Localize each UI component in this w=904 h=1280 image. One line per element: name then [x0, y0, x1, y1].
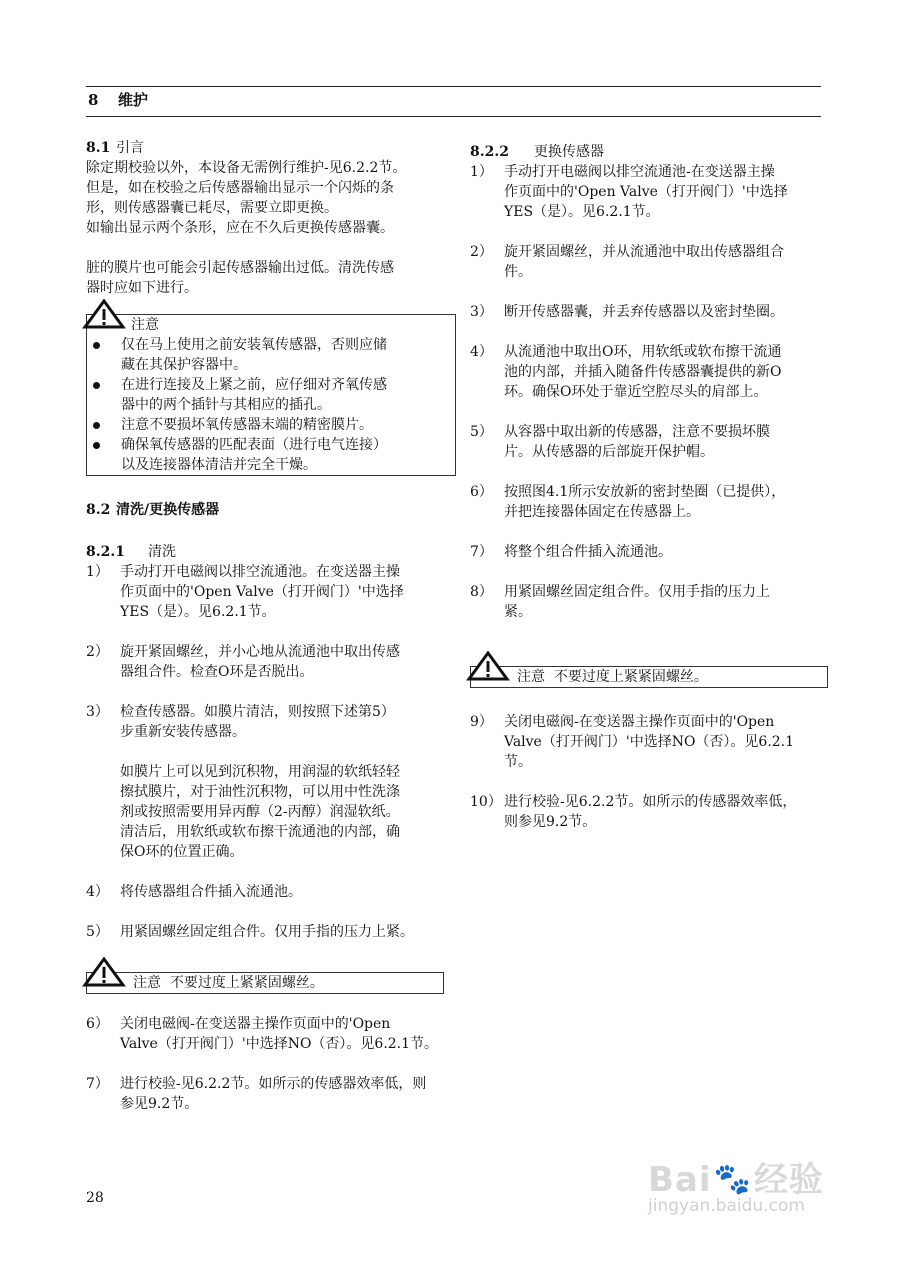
clean-step-3-detail	[86, 762, 456, 862]
intro-line-1: 除定期校验以外，本设备无需例行维护-见6.2.2节。	[86, 160, 407, 176]
section-title-text: 维护	[118, 91, 149, 109]
clean-step-5-line-1: 用紧固螺丝固定组合件。仅用手指的压力上紧。	[120, 924, 414, 940]
clean-step-6	[86, 1014, 456, 1054]
top-rule	[86, 86, 821, 87]
replace-step-6-line-1: 按照图4.1所示安放新的密封垫圈（已提供），	[504, 484, 786, 500]
clean-step-3-detail-line-5: 保O环的位置正确。	[120, 844, 244, 860]
bullet-dot	[91, 375, 121, 415]
warning-triangle-icon	[81, 299, 127, 329]
replace-step-3-line-1: 断开传感器囊，并丢弃传感器以及密封垫圈。	[504, 304, 784, 320]
clean-step-1	[86, 562, 456, 622]
step-number: 3）	[86, 704, 109, 720]
clean-step-1-line-1: 手动打开电磁阀以排空流通池。在变送器主操	[120, 564, 400, 580]
clean-step-6-line-1: 关闭电磁阀-在变送器主操作页面中的'Open	[120, 1016, 391, 1032]
replace-step-9-line-1: 关闭电磁阀-在变送器主操作页面中的'Open	[504, 714, 775, 730]
warning-bullet-1	[91, 335, 449, 375]
step-number: 6）	[86, 1016, 109, 1032]
warning-bullet-4-line-1: 确保氧传感器的匹配表面（进行电气连接）	[121, 437, 387, 453]
heading-8-2-2-number: 8.2.2	[470, 144, 509, 160]
step-number: 4）	[86, 884, 109, 900]
watermark-url: jingyan.baidu.com	[648, 1196, 805, 1216]
caution-text: 不要过度上紧紧固螺丝。	[553, 669, 708, 685]
clean-step-6-line-2: Valve（打开阀门）'中选择NO（否）。见6.2.1节。	[120, 1036, 439, 1052]
clean-step-4-line-1: 将传感器组合件插入流通池。	[120, 884, 302, 900]
replace-step-5	[470, 422, 822, 462]
step-number: 3）	[470, 304, 493, 320]
replace-step-7	[470, 542, 822, 562]
bullet-dot	[91, 415, 121, 435]
step-number: 8）	[470, 584, 493, 600]
heading-8-2-2-title: 更换传感器	[534, 144, 604, 160]
clean-step-7-line-2: 参见9.2节。	[120, 1096, 199, 1112]
heading-8-2-1-title: 清洗	[148, 544, 176, 560]
watermark-logo	[648, 1160, 858, 1200]
clean-step-2	[86, 642, 456, 682]
heading-8-1	[86, 138, 456, 158]
replace-step-7-line-1: 将整个组合件插入流通池。	[504, 544, 672, 560]
heading-8-2-title: 清洗/更换传感器	[116, 502, 220, 518]
replace-step-2	[470, 242, 822, 282]
warning-label: 注意	[131, 317, 159, 333]
clean-step-7	[86, 1074, 456, 1114]
replace-step-9-line-2: Valve（打开阀门）'中选择NO（否）。见6.2.1	[504, 734, 795, 750]
replace-step-8-line-2: 紧。	[504, 604, 532, 620]
watermark-logo-right: 经验	[753, 1160, 824, 1200]
page-number: 28	[86, 1190, 104, 1206]
replace-step-9	[470, 712, 822, 772]
replace-step-1-line-1: 手动打开电磁阀以排空流通池-在变送器主操	[504, 164, 775, 180]
caution-label: 注意	[517, 669, 545, 685]
paw-icon: 🐾	[713, 1162, 752, 1197]
replace-step-4-line-1: 从流通池中取出O环，用软纸或软布擦干流通	[504, 344, 782, 360]
heading-8-2-number: 8.2	[86, 502, 111, 518]
step-number: 5）	[470, 424, 493, 440]
warning-bullet-2-line-1: 在进行连接及上紧之前，应仔细对齐氧传感	[121, 377, 387, 393]
replace-step-4-line-3: 环。确保O环处于靠近空腔尽头的肩部上。	[504, 384, 768, 400]
section-number: 8	[88, 91, 99, 109]
replace-step-10-line-1: 进行校验-见6.2.2节。如所示的传感器效率低，	[504, 794, 797, 810]
clean-step-3-line-2: 步重新安装传感器。	[120, 724, 246, 740]
replace-step-10	[470, 792, 822, 832]
clean-step-7-line-1: 进行校验-见6.2.2节。如所示的传感器效率低，则	[120, 1076, 427, 1092]
step-number: 2）	[86, 644, 109, 660]
replace-step-2-line-1: 旋开紧固螺丝，并从流通池中取出传感器组合	[504, 244, 784, 260]
replace-step-8-line-1: 用紧固螺丝固定组合件。仅用手指的压力上	[504, 584, 770, 600]
replace-step-3	[470, 302, 822, 322]
warning-bullet-4	[91, 435, 449, 475]
clean-step-3-detail-line-1: 如膜片上可以见到沉积物，用润湿的软纸轻轻	[120, 764, 400, 780]
warning-bullet-3-line-1: 注意不要损坏氧传感器末端的精密膜片。	[121, 417, 373, 433]
warning-bullet-2	[91, 375, 449, 415]
heading-8-1-title: 引言	[116, 140, 144, 156]
replace-step-4	[470, 342, 822, 402]
clean-step-3	[86, 702, 456, 742]
intro2-line-1: 脏的膜片也可能会引起传感器输出过低。清洗传感	[86, 260, 394, 276]
watermark-logo-left: Bai	[648, 1160, 712, 1200]
clean-step-3-detail-line-2: 擦拭膜片，对于油性沉积物，可以用中性洗涤	[120, 784, 400, 800]
warning-bullet-2-line-2: 器中的两个插针与其相应的插孔。	[121, 397, 331, 413]
caution-text: 不要过度上紧紧固螺丝。	[169, 975, 324, 991]
warning-box	[86, 314, 456, 476]
right-column	[470, 138, 822, 832]
heading-8-1-number: 8.1	[86, 140, 111, 156]
warning-triangle-icon	[465, 651, 511, 681]
bullet-dot	[91, 335, 121, 375]
clean-step-3-line-1: 检查传感器。如膜片清洁，则按照下述第5）	[120, 704, 395, 720]
step-number: 1）	[86, 564, 109, 580]
title-rule	[86, 116, 821, 117]
left-column	[86, 138, 456, 1114]
step-number: 5）	[86, 924, 109, 940]
clean-step-5	[86, 922, 456, 942]
bullet-dot	[91, 435, 121, 475]
step-number: 1）	[470, 164, 493, 180]
step-number: 9）	[470, 714, 493, 730]
replace-step-5-line-1: 从容器中取出新的传感器，注意不要损坏膜	[504, 424, 770, 440]
replace-step-2-line-2: 件。	[504, 264, 532, 280]
replace-step-1-line-2: 作页面中的'Open Valve（打开阀门）'中选择	[504, 184, 788, 200]
clean-step-2-line-1: 旋开紧固螺丝，并小心地从流通池中取出传感	[120, 644, 400, 660]
caution-label: 注意	[133, 975, 161, 991]
clean-step-2-line-2: 器组合件。检查O环是否脱出。	[120, 664, 314, 680]
replace-step-10-line-2: 则参见9.2节。	[504, 814, 597, 830]
caution-note-right	[470, 666, 828, 688]
step-number: 4）	[470, 344, 493, 360]
heading-8-2-2	[470, 142, 822, 162]
intro-line-2: 但是，如在校验之后传感器输出显示一个闪烁的条	[86, 180, 394, 196]
clean-step-3-detail-line-3: 剂或按照需要用异丙醇（2-丙醇）润湿软纸。	[120, 804, 400, 820]
heading-8-2	[86, 500, 456, 520]
replace-step-8	[470, 582, 822, 622]
replace-step-9-line-3: 节。	[504, 754, 532, 770]
warning-bullet-4-line-2: 以及连接器体清洁并完全干燥。	[121, 457, 317, 473]
clean-step-3-detail-line-4: 清洁后，用软纸或软布擦干流通池的内部，确	[120, 824, 400, 840]
step-number: 7）	[470, 544, 493, 560]
replace-step-6	[470, 482, 822, 522]
step-number: 2）	[470, 244, 493, 260]
step-number: 6）	[470, 484, 493, 500]
intro-line-4: 如输出显示两个条形，应在不久后更换传感器囊。	[86, 220, 394, 236]
heading-8-2-1	[86, 542, 456, 562]
replace-step-1	[470, 162, 822, 222]
warning-bullet-1-line-2: 藏在其保护容器中。	[121, 357, 247, 373]
clean-step-1-line-3: YES（是）。见6.2.1节。	[120, 604, 276, 620]
heading-8-2-1-number: 8.2.1	[86, 544, 125, 560]
replace-step-1-line-3: YES（是）。见6.2.1节。	[504, 204, 660, 220]
replace-step-5-line-2: 片。从传感器的后部旋开保护帽。	[504, 444, 714, 460]
section-title	[88, 90, 148, 110]
replace-step-4-line-2: 池的内部，并插入随备件传感器囊提供的新O	[504, 364, 782, 380]
caution-note-left	[86, 972, 444, 994]
clean-step-1-line-2: 作页面中的'Open Valve（打开阀门）'中选择	[120, 584, 404, 600]
warning-bullet-3	[91, 415, 449, 435]
clean-step-4	[86, 882, 456, 902]
replace-step-6-line-2: 并把连接器体固定在传感器上。	[504, 504, 700, 520]
intro-line-3: 形，则传感器囊已耗尽，需要立即更换。	[86, 200, 338, 216]
baidu-watermark	[648, 1160, 858, 1250]
step-number: 10）	[470, 794, 502, 810]
step-number: 7）	[86, 1076, 109, 1092]
intro2-line-2: 器时应如下进行。	[86, 280, 198, 296]
warning-bullet-1-line-1: 仅在马上使用之前安装氧传感器，否则应储	[121, 337, 387, 353]
warning-triangle-icon	[81, 957, 127, 987]
